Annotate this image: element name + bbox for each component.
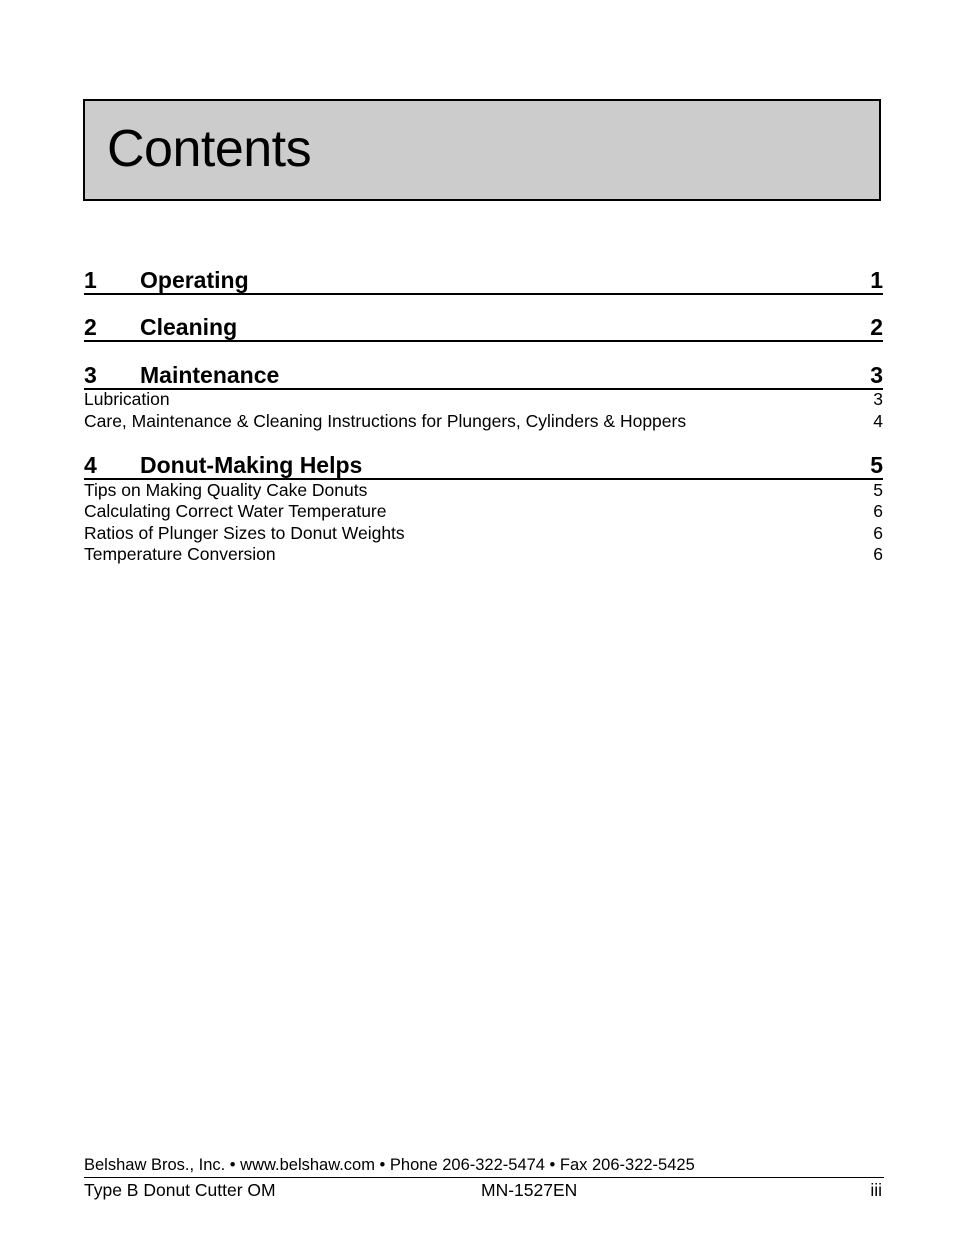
chapter-title: Operating [140,267,249,293]
chapter-title: Donut-Making Helps [140,452,363,478]
entry-title: Care, Maintenance & Cleaning Instructions for Plungers, Cylinders & Hoppers [84,411,687,431]
chapter-number: 1 [84,267,97,293]
chapter-page-number: 1 [870,267,883,293]
toc-entry-care-maintenance-cleaning[interactable] [84,410,883,432]
entry-page-number: 3 [873,389,883,409]
toc-entry-tips-cake-donuts[interactable] [84,479,883,501]
entry-page-number: 6 [873,501,883,521]
contents-title-box [83,99,881,201]
page-title: Contents [107,120,312,178]
entry-page-number: 5 [873,480,883,500]
entry-title: Calculating Correct Water Temperature [84,501,387,521]
entry-page-number: 6 [873,544,883,564]
footer-page-number: iii [870,1180,882,1200]
footer-company-info: Belshaw Bros., Inc. • www.belshaw.com • Phone 206-322-5474 • Fax 206-322-5425 [84,1156,695,1174]
toc-entry-lubrication[interactable] [84,388,883,410]
entry-page-number: 6 [873,523,883,543]
toc-entry-temperature-conversion[interactable] [84,543,883,565]
chapter-title: Maintenance [140,362,280,388]
entry-title: Lubrication [84,389,170,409]
chapter-page-number: 2 [870,314,883,340]
footer-document-name: Type B Donut Cutter OM [84,1180,276,1200]
toc-chapter-maintenance[interactable] [84,362,883,390]
footer-document-code: MN-1527EN [481,1180,578,1200]
entry-title: Temperature Conversion [84,544,276,564]
toc-chapter-operating[interactable] [84,267,883,295]
chapter-page-number: 5 [870,452,883,478]
toc-entry-water-temperature[interactable] [84,500,883,522]
toc-chapter-cleaning[interactable] [84,314,883,342]
footer-divider [84,1177,884,1178]
toc-entry-plunger-ratios[interactable] [84,522,883,544]
entry-title: Tips on Making Quality Cake Donuts [84,480,368,500]
chapter-title: Cleaning [140,314,238,340]
chapter-number: 3 [84,362,97,388]
entry-title: Ratios of Plunger Sizes to Donut Weights [84,523,405,543]
chapter-page-number: 3 [870,362,883,388]
chapter-number: 4 [84,452,97,478]
chapter-number: 2 [84,314,97,340]
entry-page-number: 4 [873,411,883,431]
toc-chapter-donut-making-helps[interactable] [84,452,883,480]
